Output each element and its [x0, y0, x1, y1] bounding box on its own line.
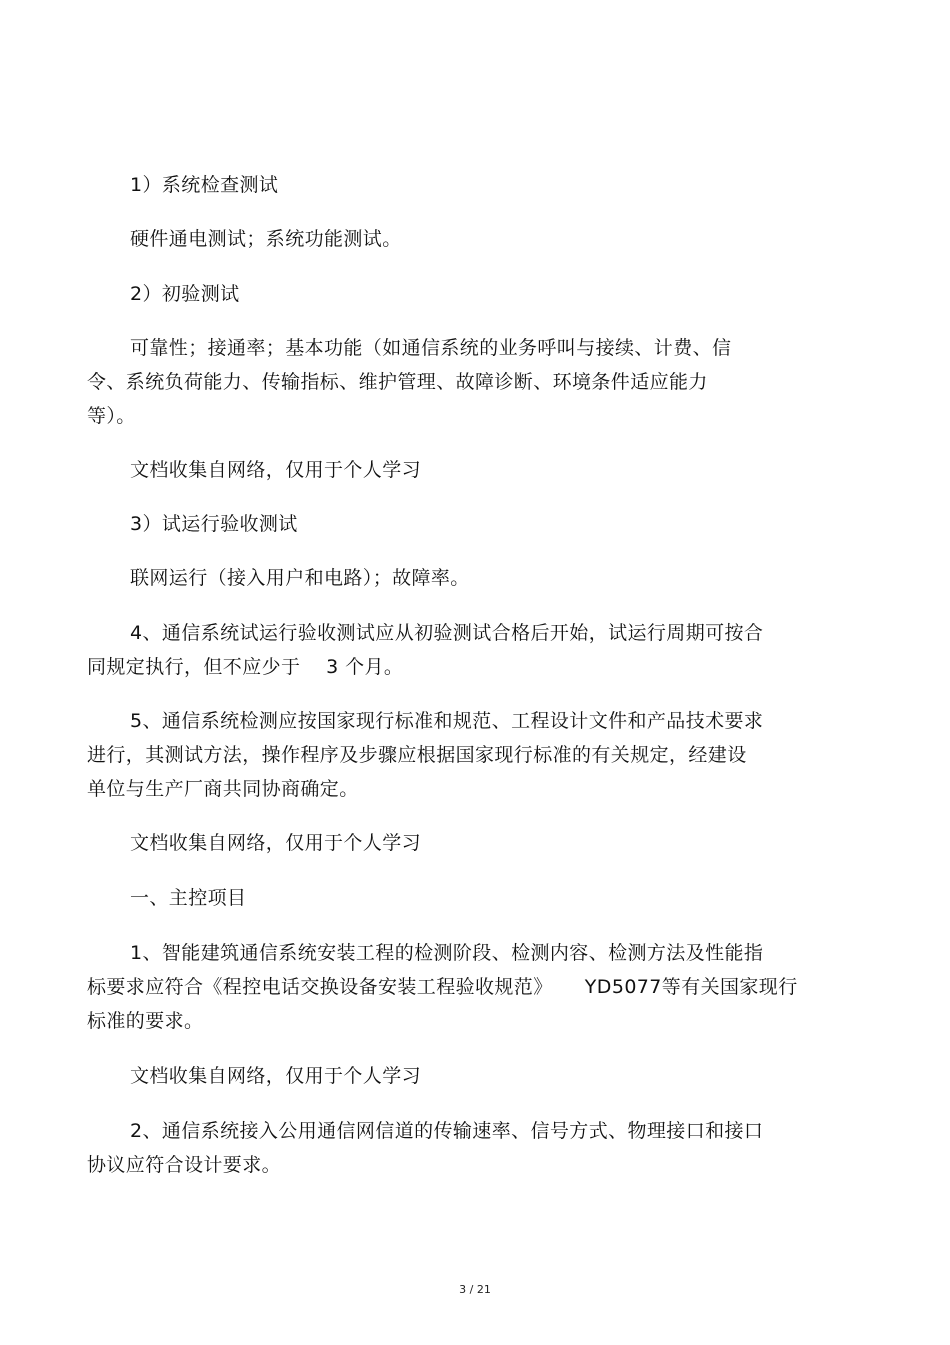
- paragraph-line: 2、通信系统接入公用通信网信道的传输速率、信号方式、物理接口和接口: [130, 1120, 764, 1142]
- paragraph-line: 进行，其测试方法，操作程序及步骤应根据国家现行标准的有关规定，经建设: [87, 744, 747, 766]
- paragraph-line: 单位与生产厂商共同协商确定。: [87, 778, 359, 800]
- watermark-note: 文档收集自网络，仅用于个人学习: [130, 459, 422, 481]
- paragraph-line: 等）。: [87, 405, 136, 427]
- heading-main-control-items: 一、主控项目: [130, 887, 247, 909]
- watermark-note: 文档收集自网络，仅用于个人学习: [130, 832, 422, 854]
- paragraph-line: 硬件通电测试；系统功能测试。: [130, 228, 402, 250]
- paragraph-line: 令、系统负荷能力、传输指标、维护管理、故障诊断、环境条件适应能力: [87, 371, 708, 393]
- paragraph-line: 5、通信系统检测应按国家现行标准和规范、工程设计文件和产品技术要求: [130, 710, 764, 732]
- paragraph-line: 1、智能建筑通信系统安装工程的检测阶段、检测内容、检测方法及性能指: [130, 942, 764, 964]
- paragraph-line: 可靠性；接通率；基本功能（如通信系统的业务呼叫与接续、计费、信: [130, 337, 732, 359]
- page-number: 3 / 21: [459, 1283, 491, 1296]
- paragraph-line: 联网运行（接入用户和电路）；故障率。: [130, 567, 470, 589]
- paragraph-line: 同规定执行，但不应少于 3 个月。: [87, 656, 404, 678]
- watermark-note: 文档收集自网络，仅用于个人学习: [130, 1065, 422, 1087]
- paragraph-line: 4、通信系统试运行验收测试应从初验测试合格后开始，试运行周期可按合: [130, 622, 764, 644]
- paragraph-line: 协议应符合设计要求。: [87, 1154, 282, 1176]
- paragraph-line: 标准的要求。: [87, 1010, 204, 1032]
- heading-system-check-test: 1）系统检查测试: [130, 174, 279, 196]
- heading-trial-operation-test: 3）试运行验收测试: [130, 513, 298, 535]
- heading-initial-acceptance-test: 2）初验测试: [130, 283, 240, 305]
- paragraph-line: 标要求应符合《程控电话交换设备安装工程验收规范》 YD5077等有关国家现行: [87, 976, 798, 998]
